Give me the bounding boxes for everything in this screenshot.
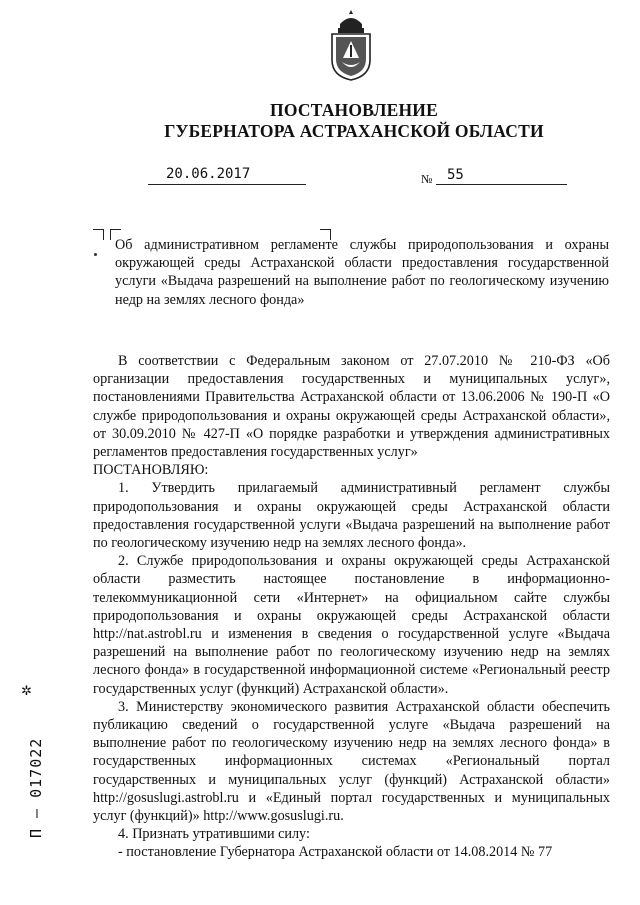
serial-number: П – 017022 bbox=[27, 737, 45, 838]
margin-dot bbox=[94, 253, 97, 256]
item-2: 2. Службе природопользования и охраны окружающей среды Астраханской области разместить настоящее постановление в информационно-телекоммуникационной сети «Интернет» на официальном сайте службы природопользования и охраны окружающей среды Астраханской области http://nat.astrobl.ru и изменения в сведения о государственной услуге «Выдача разрешений на выполнение работ по геологическому изучению недр на землях лесного фонда» в государственной информационной системе «Региональный реестр государственных услуг (функций) Астраханской области». bbox=[93, 553, 610, 697]
item-3: 3. Министерству экономического развития Астраханской области обеспечить публикацию сведений о государственной услуге «Выдача разрешений на выполнение работ по геологическому изучению недр на землях лесного фонда» в государственных информационных системах «Региональный портал государственных и муниципальных услуг (функций) Астраханской области» http://gosuslugi.astrobl.ru и «Единый портал государственных и муниципальных услуг (функций)» http://www.gosuslugi.ru. bbox=[93, 698, 610, 825]
decree-word: ПОСТАНОВЛЯЮ: bbox=[93, 462, 209, 479]
document-title: ПОСТАНОВЛЕНИЕ bbox=[270, 100, 438, 120]
item-4-sub: - постановление Губернатора Астраханской области от 14.08.2014 № 77 bbox=[118, 844, 553, 861]
document-authority: ГУБЕРНАТОРА АСТРАХАНСКОЙ ОБЛАСТИ bbox=[164, 121, 544, 141]
preamble-paragraph: В соответствии с Федеральным законом от 27.07.2010 № 210-ФЗ «Об организации предоставления государственных и муниципальных услуг», постановлениями Правительства Астраханской области от 13.06.2006 № 190-П «О службе природопользования и охраны окружающей среды Астраханской области», от 30.09.2010 № 427-П «О порядке разработки и утверждения административных регламентов предоставления государственных услуг» bbox=[93, 353, 610, 461]
document-subject bbox=[115, 236, 609, 309]
document-body bbox=[93, 352, 610, 862]
number-underline bbox=[436, 184, 567, 185]
subject-text: Об административном регламенте службы природопользования и охраны окружающей среды Астраханской области предоставления государственной услуги «Выдача разрешений на выполнение работ по геологическому изучению недр на землях лесного фонда» bbox=[115, 237, 609, 308]
coat-of-arms-icon bbox=[326, 8, 376, 82]
corner-mark-left bbox=[93, 229, 104, 240]
date-underline bbox=[148, 184, 306, 185]
document-date: 20.06.2017 bbox=[166, 166, 251, 182]
document-number: 55 bbox=[447, 167, 464, 183]
item-4: 4. Признать утратившими силу: bbox=[118, 826, 310, 843]
number-sign: № bbox=[421, 172, 433, 186]
serial-star-icon: ✲ bbox=[21, 683, 32, 698]
item-1: 1. Утвердить прилагаемый административный регламент службы природопользования и охраны окружающей среды Астраханской области предоставления государственной услуги «Выдача разрешений на выполнение работ по геологическому изучению недр на землях лесного фонда». bbox=[93, 480, 610, 552]
